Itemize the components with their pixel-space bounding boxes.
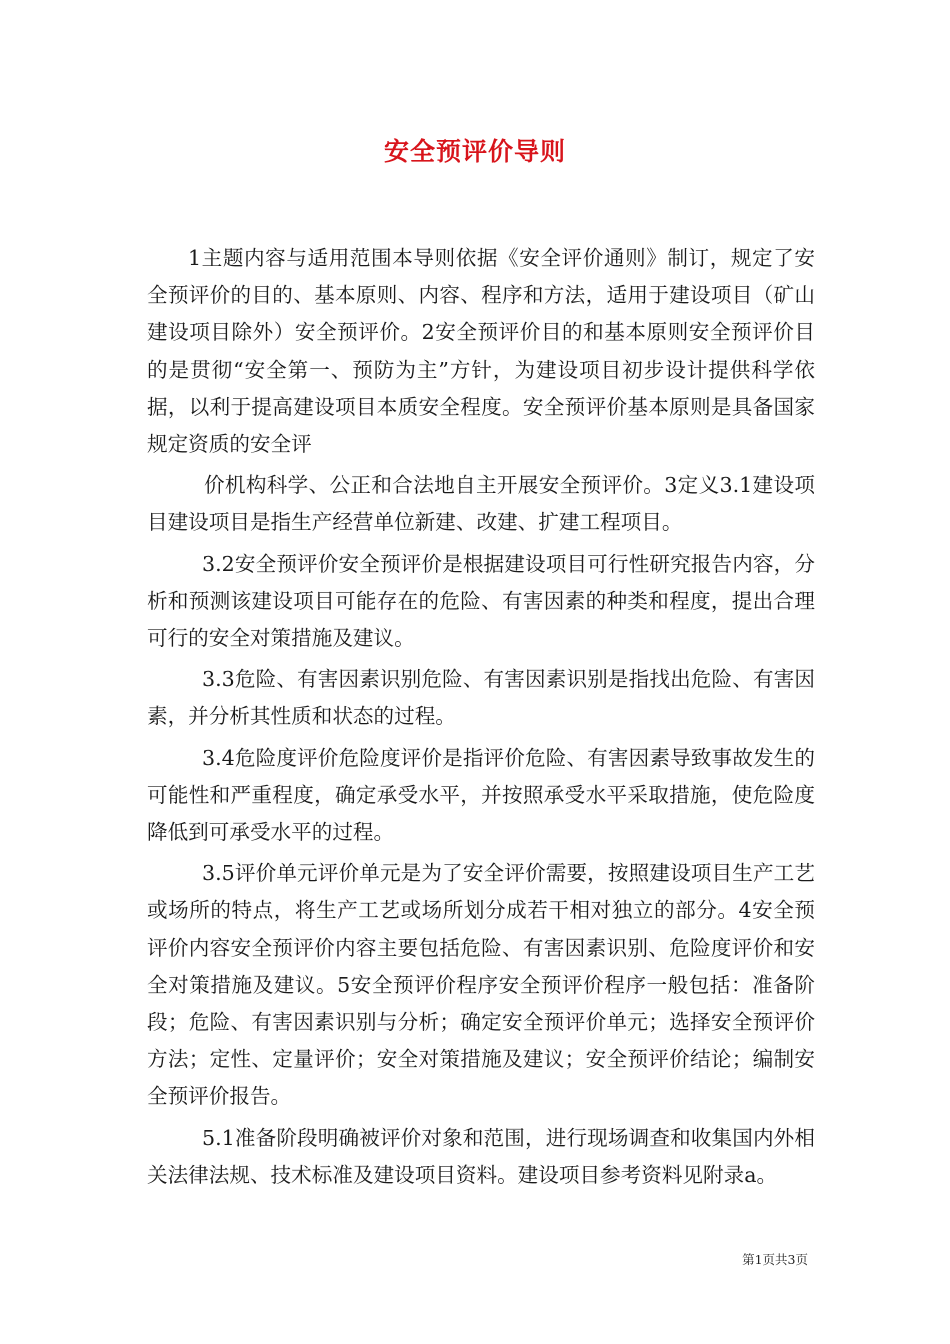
document-body [147,240,815,1194]
paragraph: 3.3危险、有害因素识别危险、有害因素识别是指找出危险、有害因素，并分析其性质和状态的过程。 [147,667,815,729]
paragraph: 5.1准备阶段明确被评价对象和范围，进行现场调查和收集国内外相关法律法规、技术标准及建设项目资料。建设项目参考资料见附录a。 [147,1125,815,1187]
page-number: 第1页共3页 [742,1252,808,1267]
page-title: 安全预评价导则 [383,137,566,166]
paragraph: 价机构科学、公正和合法地自主开展安全预评价。3定义3.1建设项目建设项目是指生产经营单位新建、改建、扩建工程项目。 [147,473,815,535]
paragraph: 3.5评价单元评价单元是为了安全评价需要，按照建设项目生产工艺或场所的特点，将生产工艺或场所划分成若干相对独立的部分。4安全预评价内容安全预评价内容主要包括危险、有害因素识别、危险度评价和安全对策措施及建议。5安全预评价程序安全预评价程序一般包括：准备阶段；危险、有害因素识别与分析；确定安全预评价单元；选择安全预评价方法；定性、定量评价；安全对策措施及建议；安全预评价结论；编制安全预评价报告。 [147,861,815,1109]
paragraph: 3.4危险度评价危险度评价是指评价危险、有害因素导致事故发生的可能性和严重程度，确定承受水平，并按照承受水平采取措施，使危险度降低到可承受水平的过程。 [147,745,815,845]
paragraph: 1主题内容与适用范围本导则依据《安全评价通则》制订，规定了安全预评价的目的、基本原则、内容、程序和方法，适用于建设项目（矿山建设项目除外）安全预评价。2安全预评价目的和基本原则安全预评价目的是贯彻“安全第一、预防为主”方针，为建设项目初步设计提供科学依据，以利于提高建设项目本质安全程度。安全预评价基本原则是具备国家规定资质的安全评 [147,246,815,457]
paragraph: 3.2安全预评价安全预评价是根据建设项目可行性研究报告内容，分析和预测该建设项目可能存在的危险、有害因素的种类和程度，提出合理可行的安全对策措施及建议。 [147,551,815,651]
